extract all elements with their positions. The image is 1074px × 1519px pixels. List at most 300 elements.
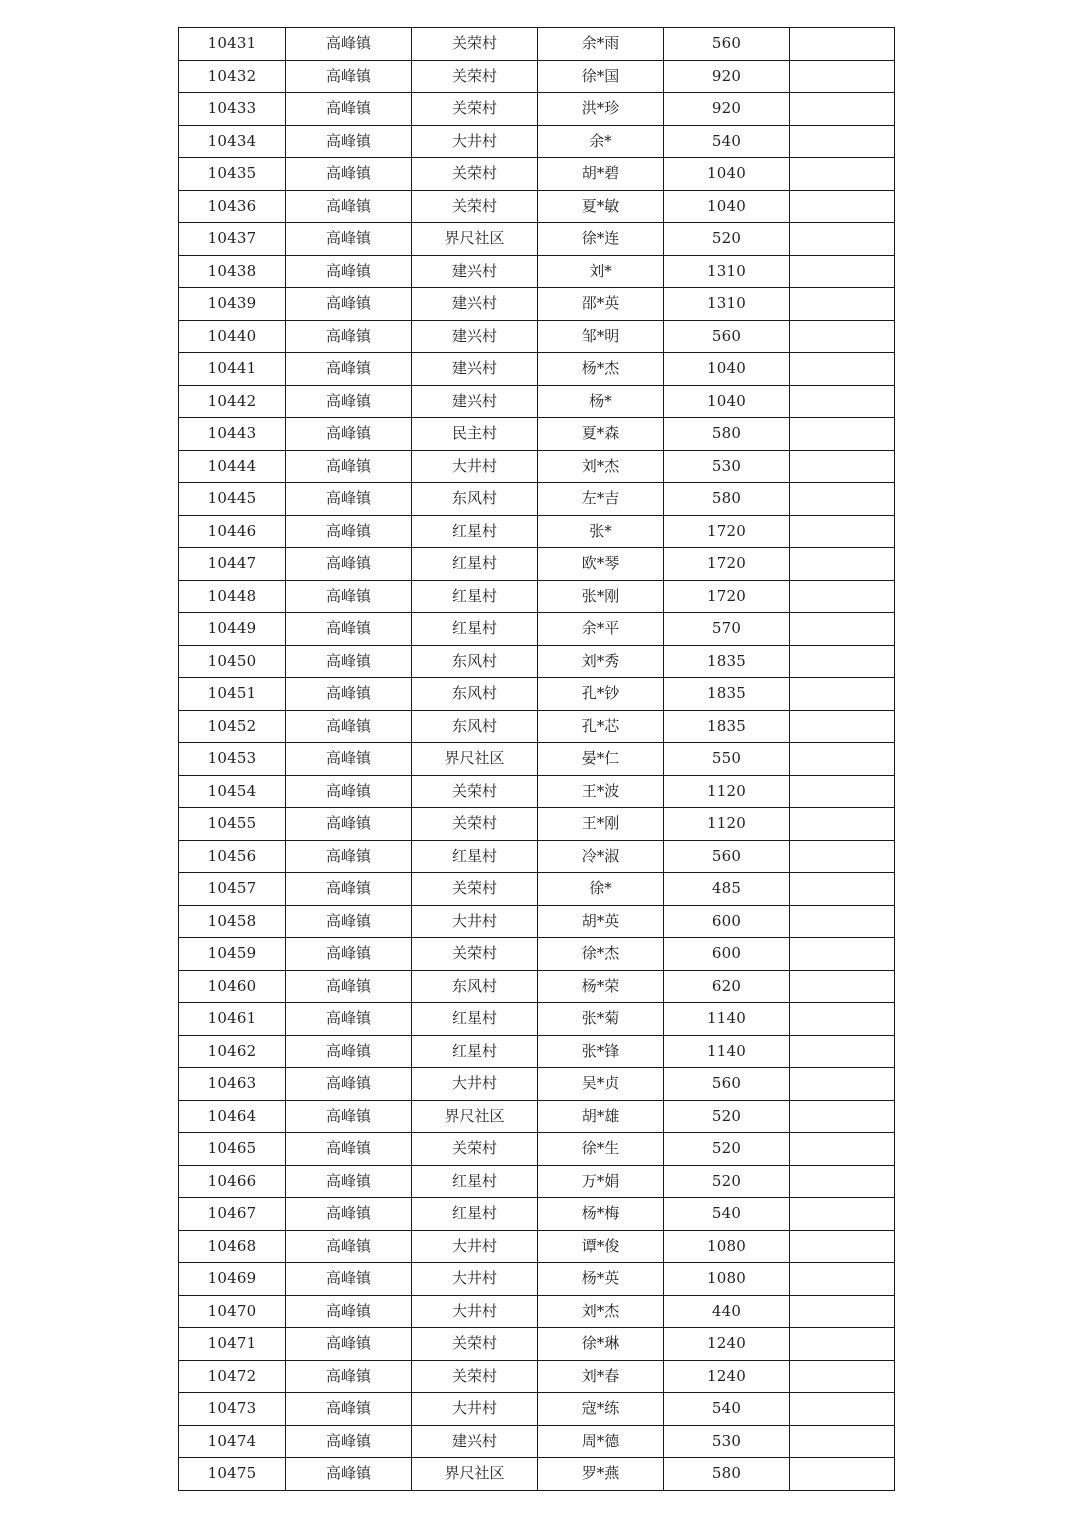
cell-town: 高峰镇 bbox=[286, 93, 412, 126]
cell-town: 高峰镇 bbox=[286, 288, 412, 321]
cell-village: 建兴村 bbox=[412, 353, 538, 386]
cell-town: 高峰镇 bbox=[286, 450, 412, 483]
cell-amount: 1720 bbox=[664, 548, 790, 581]
cell-town: 高峰镇 bbox=[286, 255, 412, 288]
cell-serial-number: 10469 bbox=[179, 1263, 286, 1296]
cell-amount: 620 bbox=[664, 970, 790, 1003]
table-row bbox=[179, 93, 895, 126]
cell-amount: 1040 bbox=[664, 190, 790, 223]
table-row bbox=[179, 905, 895, 938]
cell-note bbox=[790, 710, 895, 743]
cell-serial-number: 10446 bbox=[179, 515, 286, 548]
cell-town: 高峰镇 bbox=[286, 1165, 412, 1198]
cell-serial-number: 10451 bbox=[179, 678, 286, 711]
cell-serial-number: 10432 bbox=[179, 60, 286, 93]
cell-serial-number: 10449 bbox=[179, 613, 286, 646]
cell-town: 高峰镇 bbox=[286, 1458, 412, 1491]
table-row bbox=[179, 1360, 895, 1393]
cell-person-name: 张*菊 bbox=[538, 1003, 664, 1036]
cell-serial-number: 10452 bbox=[179, 710, 286, 743]
cell-amount: 1835 bbox=[664, 678, 790, 711]
table-row bbox=[179, 1458, 895, 1491]
cell-person-name: 王*波 bbox=[538, 775, 664, 808]
cell-village: 建兴村 bbox=[412, 288, 538, 321]
cell-note bbox=[790, 1198, 895, 1231]
cell-amount: 560 bbox=[664, 840, 790, 873]
cell-village: 红星村 bbox=[412, 1165, 538, 1198]
cell-person-name: 杨* bbox=[538, 385, 664, 418]
table-row bbox=[179, 678, 895, 711]
cell-amount: 1040 bbox=[664, 385, 790, 418]
cell-town: 高峰镇 bbox=[286, 60, 412, 93]
cell-person-name: 刘*杰 bbox=[538, 1295, 664, 1328]
cell-person-name: 余* bbox=[538, 125, 664, 158]
cell-serial-number: 10465 bbox=[179, 1133, 286, 1166]
cell-note bbox=[790, 1425, 895, 1458]
cell-person-name: 杨*荣 bbox=[538, 970, 664, 1003]
cell-village: 大井村 bbox=[412, 1393, 538, 1426]
cell-town: 高峰镇 bbox=[286, 840, 412, 873]
cell-note bbox=[790, 1133, 895, 1166]
cell-note bbox=[790, 223, 895, 256]
table-row bbox=[179, 60, 895, 93]
table-row bbox=[179, 1165, 895, 1198]
cell-town: 高峰镇 bbox=[286, 1393, 412, 1426]
cell-serial-number: 10464 bbox=[179, 1100, 286, 1133]
cell-person-name: 徐*生 bbox=[538, 1133, 664, 1166]
cell-note bbox=[790, 678, 895, 711]
cell-note bbox=[790, 93, 895, 126]
cell-town: 高峰镇 bbox=[286, 28, 412, 61]
cell-note bbox=[790, 1100, 895, 1133]
cell-note bbox=[790, 1295, 895, 1328]
table-row bbox=[179, 1068, 895, 1101]
cell-person-name: 胡*英 bbox=[538, 905, 664, 938]
cell-serial-number: 10443 bbox=[179, 418, 286, 451]
cell-village: 关荣村 bbox=[412, 1328, 538, 1361]
cell-village: 大井村 bbox=[412, 450, 538, 483]
cell-person-name: 左*吉 bbox=[538, 483, 664, 516]
cell-village: 大井村 bbox=[412, 1263, 538, 1296]
cell-serial-number: 10462 bbox=[179, 1035, 286, 1068]
cell-note bbox=[790, 28, 895, 61]
cell-person-name: 万*娟 bbox=[538, 1165, 664, 1198]
cell-note bbox=[790, 450, 895, 483]
cell-town: 高峰镇 bbox=[286, 1100, 412, 1133]
cell-serial-number: 10453 bbox=[179, 743, 286, 776]
cell-note bbox=[790, 353, 895, 386]
cell-serial-number: 10455 bbox=[179, 808, 286, 841]
cell-village: 建兴村 bbox=[412, 1425, 538, 1458]
cell-village: 界尺社区 bbox=[412, 1458, 538, 1491]
cell-amount: 1720 bbox=[664, 580, 790, 613]
cell-village: 大井村 bbox=[412, 1230, 538, 1263]
cell-serial-number: 10454 bbox=[179, 775, 286, 808]
cell-person-name: 罗*燕 bbox=[538, 1458, 664, 1491]
cell-town: 高峰镇 bbox=[286, 1133, 412, 1166]
cell-person-name: 徐* bbox=[538, 873, 664, 906]
cell-person-name: 张*刚 bbox=[538, 580, 664, 613]
cell-village: 建兴村 bbox=[412, 385, 538, 418]
cell-note bbox=[790, 288, 895, 321]
cell-person-name: 张*锋 bbox=[538, 1035, 664, 1068]
cell-person-name: 刘* bbox=[538, 255, 664, 288]
cell-person-name: 谭*俊 bbox=[538, 1230, 664, 1263]
cell-village: 建兴村 bbox=[412, 255, 538, 288]
cell-village: 关荣村 bbox=[412, 775, 538, 808]
cell-note bbox=[790, 645, 895, 678]
cell-amount: 1120 bbox=[664, 808, 790, 841]
cell-village: 关荣村 bbox=[412, 158, 538, 191]
table-row bbox=[179, 288, 895, 321]
cell-amount: 1120 bbox=[664, 775, 790, 808]
table-row bbox=[179, 450, 895, 483]
cell-note bbox=[790, 385, 895, 418]
table-row bbox=[179, 1230, 895, 1263]
table-row bbox=[179, 190, 895, 223]
cell-person-name: 余*雨 bbox=[538, 28, 664, 61]
cell-town: 高峰镇 bbox=[286, 1068, 412, 1101]
cell-village: 关荣村 bbox=[412, 1360, 538, 1393]
cell-amount: 520 bbox=[664, 1165, 790, 1198]
cell-note bbox=[790, 970, 895, 1003]
cell-person-name: 夏*敏 bbox=[538, 190, 664, 223]
cell-town: 高峰镇 bbox=[286, 1425, 412, 1458]
cell-serial-number: 10434 bbox=[179, 125, 286, 158]
table-row bbox=[179, 418, 895, 451]
cell-note bbox=[790, 1165, 895, 1198]
cell-note bbox=[790, 548, 895, 581]
cell-town: 高峰镇 bbox=[286, 678, 412, 711]
table-row bbox=[179, 840, 895, 873]
cell-village: 关荣村 bbox=[412, 808, 538, 841]
cell-amount: 1080 bbox=[664, 1230, 790, 1263]
cell-note bbox=[790, 483, 895, 516]
cell-village: 关荣村 bbox=[412, 28, 538, 61]
cell-amount: 520 bbox=[664, 223, 790, 256]
cell-amount: 1140 bbox=[664, 1003, 790, 1036]
table-row bbox=[179, 1035, 895, 1068]
cell-serial-number: 10445 bbox=[179, 483, 286, 516]
cell-village: 大井村 bbox=[412, 905, 538, 938]
cell-town: 高峰镇 bbox=[286, 710, 412, 743]
cell-serial-number: 10460 bbox=[179, 970, 286, 1003]
cell-serial-number: 10437 bbox=[179, 223, 286, 256]
cell-amount: 1720 bbox=[664, 515, 790, 548]
table-row bbox=[179, 1100, 895, 1133]
cell-village: 关荣村 bbox=[412, 1133, 538, 1166]
table-row bbox=[179, 710, 895, 743]
cell-town: 高峰镇 bbox=[286, 1328, 412, 1361]
cell-amount: 440 bbox=[664, 1295, 790, 1328]
cell-amount: 580 bbox=[664, 1458, 790, 1491]
table-row bbox=[179, 158, 895, 191]
cell-person-name: 欧*琴 bbox=[538, 548, 664, 581]
cell-amount: 560 bbox=[664, 1068, 790, 1101]
cell-amount: 560 bbox=[664, 320, 790, 353]
cell-note bbox=[790, 125, 895, 158]
cell-town: 高峰镇 bbox=[286, 905, 412, 938]
cell-amount: 530 bbox=[664, 1425, 790, 1458]
table-row bbox=[179, 580, 895, 613]
cell-town: 高峰镇 bbox=[286, 483, 412, 516]
cell-amount: 1310 bbox=[664, 255, 790, 288]
cell-note bbox=[790, 60, 895, 93]
cell-note bbox=[790, 1393, 895, 1426]
cell-amount: 540 bbox=[664, 1198, 790, 1231]
cell-amount: 920 bbox=[664, 93, 790, 126]
cell-village: 红星村 bbox=[412, 548, 538, 581]
cell-person-name: 刘*秀 bbox=[538, 645, 664, 678]
cell-serial-number: 10441 bbox=[179, 353, 286, 386]
cell-village: 红星村 bbox=[412, 613, 538, 646]
cell-village: 关荣村 bbox=[412, 93, 538, 126]
cell-person-name: 张* bbox=[538, 515, 664, 548]
cell-serial-number: 10447 bbox=[179, 548, 286, 581]
cell-town: 高峰镇 bbox=[286, 353, 412, 386]
cell-note bbox=[790, 1003, 895, 1036]
cell-town: 高峰镇 bbox=[286, 385, 412, 418]
cell-note bbox=[790, 1360, 895, 1393]
cell-village: 界尺社区 bbox=[412, 223, 538, 256]
cell-village: 红星村 bbox=[412, 515, 538, 548]
cell-town: 高峰镇 bbox=[286, 1198, 412, 1231]
cell-note bbox=[790, 873, 895, 906]
cell-note bbox=[790, 613, 895, 646]
cell-town: 高峰镇 bbox=[286, 743, 412, 776]
cell-person-name: 邹*明 bbox=[538, 320, 664, 353]
cell-person-name: 冷*淑 bbox=[538, 840, 664, 873]
cell-note bbox=[790, 1458, 895, 1491]
cell-note bbox=[790, 418, 895, 451]
cell-village: 东风村 bbox=[412, 483, 538, 516]
cell-amount: 560 bbox=[664, 28, 790, 61]
cell-amount: 485 bbox=[664, 873, 790, 906]
cell-town: 高峰镇 bbox=[286, 515, 412, 548]
cell-amount: 1040 bbox=[664, 353, 790, 386]
cell-village: 东风村 bbox=[412, 678, 538, 711]
cell-person-name: 杨*梅 bbox=[538, 1198, 664, 1231]
cell-town: 高峰镇 bbox=[286, 1230, 412, 1263]
cell-person-name: 晏*仁 bbox=[538, 743, 664, 776]
cell-serial-number: 10466 bbox=[179, 1165, 286, 1198]
cell-village: 建兴村 bbox=[412, 320, 538, 353]
table-row bbox=[179, 125, 895, 158]
cell-serial-number: 10450 bbox=[179, 645, 286, 678]
cell-amount: 550 bbox=[664, 743, 790, 776]
cell-village: 关荣村 bbox=[412, 190, 538, 223]
table-row bbox=[179, 320, 895, 353]
cell-town: 高峰镇 bbox=[286, 320, 412, 353]
cell-serial-number: 10431 bbox=[179, 28, 286, 61]
cell-village: 红星村 bbox=[412, 1198, 538, 1231]
cell-serial-number: 10438 bbox=[179, 255, 286, 288]
cell-amount: 570 bbox=[664, 613, 790, 646]
cell-village: 大井村 bbox=[412, 1295, 538, 1328]
cell-village: 大井村 bbox=[412, 125, 538, 158]
cell-person-name: 周*德 bbox=[538, 1425, 664, 1458]
table-row bbox=[179, 808, 895, 841]
table-row bbox=[179, 1263, 895, 1296]
cell-serial-number: 10440 bbox=[179, 320, 286, 353]
cell-note bbox=[790, 1263, 895, 1296]
table-row bbox=[179, 28, 895, 61]
cell-person-name: 邵*英 bbox=[538, 288, 664, 321]
cell-person-name: 胡*雄 bbox=[538, 1100, 664, 1133]
table-row bbox=[179, 1295, 895, 1328]
cell-amount: 540 bbox=[664, 125, 790, 158]
cell-amount: 580 bbox=[664, 418, 790, 451]
cell-town: 高峰镇 bbox=[286, 580, 412, 613]
cell-village: 关荣村 bbox=[412, 873, 538, 906]
cell-village: 红星村 bbox=[412, 1035, 538, 1068]
table-row bbox=[179, 1393, 895, 1426]
cell-village: 红星村 bbox=[412, 840, 538, 873]
cell-serial-number: 10470 bbox=[179, 1295, 286, 1328]
table-row bbox=[179, 223, 895, 256]
table-row bbox=[179, 1328, 895, 1361]
cell-village: 界尺社区 bbox=[412, 743, 538, 776]
cell-amount: 920 bbox=[664, 60, 790, 93]
cell-note bbox=[790, 808, 895, 841]
cell-amount: 1140 bbox=[664, 1035, 790, 1068]
cell-serial-number: 10439 bbox=[179, 288, 286, 321]
cell-village: 东风村 bbox=[412, 970, 538, 1003]
cell-amount: 600 bbox=[664, 938, 790, 971]
cell-serial-number: 10468 bbox=[179, 1230, 286, 1263]
cell-serial-number: 10459 bbox=[179, 938, 286, 971]
cell-amount: 1835 bbox=[664, 645, 790, 678]
table-row bbox=[179, 613, 895, 646]
table-row bbox=[179, 743, 895, 776]
cell-person-name: 寇*练 bbox=[538, 1393, 664, 1426]
cell-serial-number: 10467 bbox=[179, 1198, 286, 1231]
cell-note bbox=[790, 515, 895, 548]
table-row bbox=[179, 645, 895, 678]
cell-note bbox=[790, 775, 895, 808]
cell-person-name: 刘*春 bbox=[538, 1360, 664, 1393]
cell-person-name: 王*刚 bbox=[538, 808, 664, 841]
cell-person-name: 徐*琳 bbox=[538, 1328, 664, 1361]
cell-serial-number: 10456 bbox=[179, 840, 286, 873]
cell-person-name: 夏*森 bbox=[538, 418, 664, 451]
table-row bbox=[179, 873, 895, 906]
cell-person-name: 胡*碧 bbox=[538, 158, 664, 191]
cell-person-name: 徐*国 bbox=[538, 60, 664, 93]
cell-village: 关荣村 bbox=[412, 938, 538, 971]
cell-village: 界尺社区 bbox=[412, 1100, 538, 1133]
cell-note bbox=[790, 1068, 895, 1101]
cell-town: 高峰镇 bbox=[286, 1360, 412, 1393]
cell-serial-number: 10433 bbox=[179, 93, 286, 126]
table-row bbox=[179, 938, 895, 971]
cell-town: 高峰镇 bbox=[286, 873, 412, 906]
cell-person-name: 杨*英 bbox=[538, 1263, 664, 1296]
cell-village: 关荣村 bbox=[412, 60, 538, 93]
cell-town: 高峰镇 bbox=[286, 125, 412, 158]
cell-serial-number: 10436 bbox=[179, 190, 286, 223]
cell-serial-number: 10457 bbox=[179, 873, 286, 906]
table-row bbox=[179, 1198, 895, 1231]
cell-town: 高峰镇 bbox=[286, 223, 412, 256]
cell-town: 高峰镇 bbox=[286, 775, 412, 808]
cell-note bbox=[790, 938, 895, 971]
cell-note bbox=[790, 320, 895, 353]
table-row bbox=[179, 1425, 895, 1458]
cell-amount: 530 bbox=[664, 450, 790, 483]
table-row bbox=[179, 1003, 895, 1036]
cell-serial-number: 10435 bbox=[179, 158, 286, 191]
cell-note bbox=[790, 1230, 895, 1263]
cell-serial-number: 10475 bbox=[179, 1458, 286, 1491]
cell-town: 高峰镇 bbox=[286, 645, 412, 678]
cell-village: 东风村 bbox=[412, 645, 538, 678]
cell-note bbox=[790, 190, 895, 223]
cell-amount: 1240 bbox=[664, 1360, 790, 1393]
cell-town: 高峰镇 bbox=[286, 548, 412, 581]
cell-amount: 1310 bbox=[664, 288, 790, 321]
table-row bbox=[179, 970, 895, 1003]
table-row bbox=[179, 255, 895, 288]
cell-note bbox=[790, 255, 895, 288]
table-row bbox=[179, 385, 895, 418]
cell-town: 高峰镇 bbox=[286, 970, 412, 1003]
cell-note bbox=[790, 743, 895, 776]
cell-note bbox=[790, 158, 895, 191]
cell-amount: 600 bbox=[664, 905, 790, 938]
cell-serial-number: 10461 bbox=[179, 1003, 286, 1036]
table-row bbox=[179, 548, 895, 581]
cell-town: 高峰镇 bbox=[286, 1035, 412, 1068]
cell-amount: 540 bbox=[664, 1393, 790, 1426]
cell-village: 民主村 bbox=[412, 418, 538, 451]
cell-town: 高峰镇 bbox=[286, 938, 412, 971]
table-row bbox=[179, 1133, 895, 1166]
cell-note bbox=[790, 580, 895, 613]
cell-amount: 1835 bbox=[664, 710, 790, 743]
cell-amount: 520 bbox=[664, 1100, 790, 1133]
cell-note bbox=[790, 1035, 895, 1068]
cell-serial-number: 10473 bbox=[179, 1393, 286, 1426]
cell-person-name: 孔*芯 bbox=[538, 710, 664, 743]
cell-serial-number: 10444 bbox=[179, 450, 286, 483]
cell-town: 高峰镇 bbox=[286, 190, 412, 223]
cell-town: 高峰镇 bbox=[286, 1295, 412, 1328]
cell-serial-number: 10463 bbox=[179, 1068, 286, 1101]
cell-village: 东风村 bbox=[412, 710, 538, 743]
cell-village: 红星村 bbox=[412, 1003, 538, 1036]
cell-serial-number: 10471 bbox=[179, 1328, 286, 1361]
table-row bbox=[179, 353, 895, 386]
table-row bbox=[179, 515, 895, 548]
cell-town: 高峰镇 bbox=[286, 1263, 412, 1296]
table-row bbox=[179, 483, 895, 516]
cell-amount: 1040 bbox=[664, 158, 790, 191]
roster-table-body bbox=[179, 28, 895, 1491]
cell-town: 高峰镇 bbox=[286, 613, 412, 646]
cell-serial-number: 10472 bbox=[179, 1360, 286, 1393]
cell-serial-number: 10458 bbox=[179, 905, 286, 938]
cell-person-name: 吴*贞 bbox=[538, 1068, 664, 1101]
cell-town: 高峰镇 bbox=[286, 158, 412, 191]
cell-person-name: 余*平 bbox=[538, 613, 664, 646]
table-row bbox=[179, 775, 895, 808]
cell-person-name: 杨*杰 bbox=[538, 353, 664, 386]
cell-note bbox=[790, 840, 895, 873]
cell-town: 高峰镇 bbox=[286, 1003, 412, 1036]
cell-amount: 520 bbox=[664, 1133, 790, 1166]
cell-village: 大井村 bbox=[412, 1068, 538, 1101]
